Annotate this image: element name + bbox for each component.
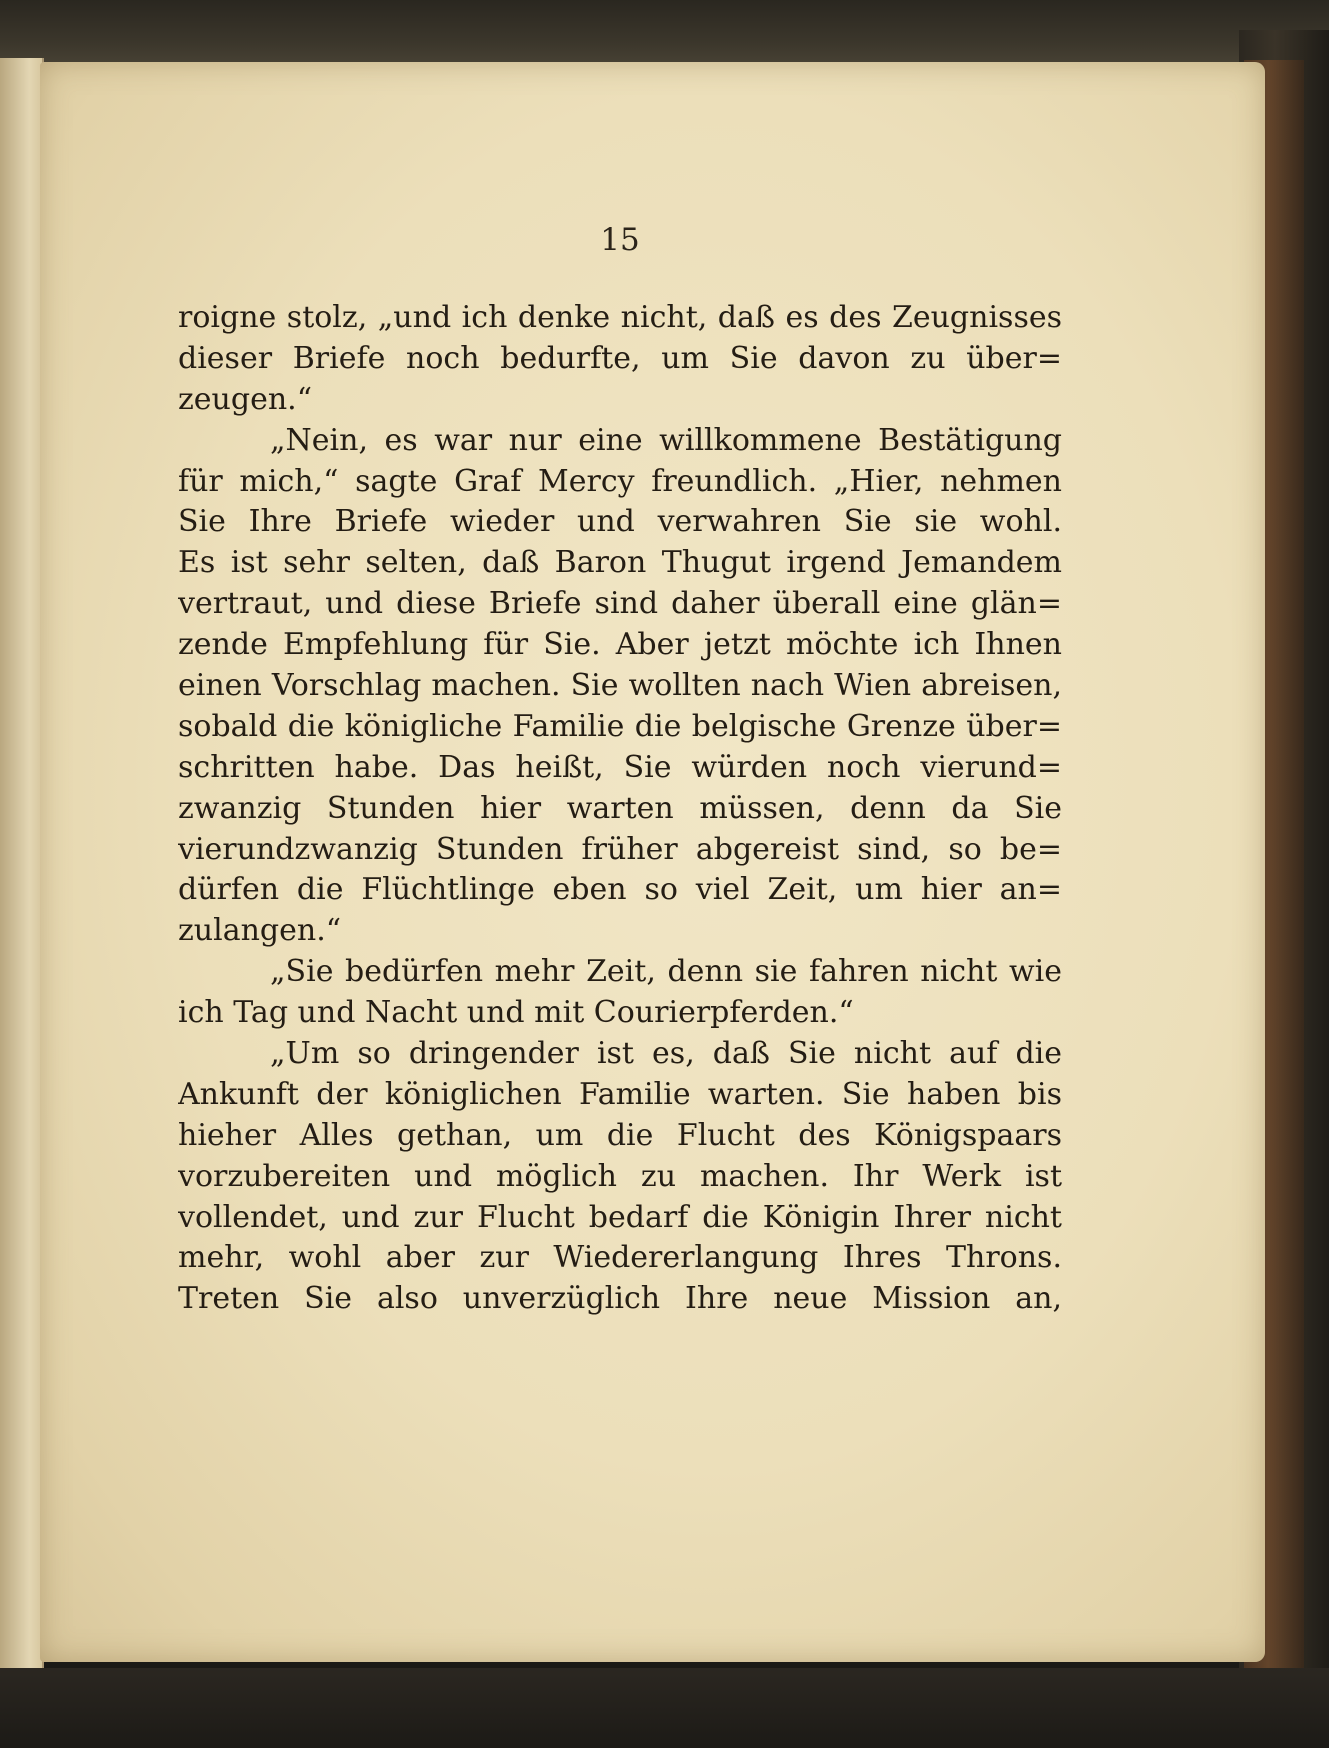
text-line: dürfen die Flüchtlinge eben so viel Zeit, um hier an= — [178, 872, 1062, 908]
text-line: Es ist sehr selten, daß Baron Thugut irgend Jemandem — [178, 545, 1062, 581]
text-line: vollendet, und zur Flucht bedarf die Königin Ihrer nicht — [178, 1199, 1062, 1235]
text-line: Treten Sie also unverzüglich Ihre neue Mission an, — [178, 1281, 1062, 1317]
previous-page-edge — [0, 58, 44, 1668]
body-text — [178, 298, 1062, 1320]
text-line: sobald die königliche Familie die belgische Grenze über= — [178, 708, 1062, 744]
book-cover-top — [0, 0, 1329, 70]
text-line: Ankunft der königlichen Familie warten. Sie haben bis — [178, 1076, 1062, 1112]
text-line: vierundzwanzig Stunden früher abgereist sind, so be= — [178, 831, 1062, 867]
text-line: für mich,“ sagte Graf Mercy freundlich. „Hier, nehmen — [178, 463, 1062, 499]
text-line: „Um so dringender ist es, daß Sie nicht auf die — [270, 1036, 1062, 1072]
text-line: vertraut, und diese Briefe sind daher überall eine glän= — [178, 586, 1062, 622]
text-line: Sie Ihre Briefe wieder und verwahren Sie sie wohl. — [178, 504, 1062, 540]
text-line: zulangen.“ — [178, 913, 342, 949]
text-line: „Nein, es war nur eine willkommene Bestätigung — [270, 422, 1062, 458]
text-line: hieher Alles gethan, um die Flucht des Königspaars — [178, 1117, 1062, 1153]
text-line: zwanzig Stunden hier warten müssen, denn da Sie — [178, 790, 1062, 826]
text-line: vorzubereiten und möglich zu machen. Ihr Werk ist — [178, 1158, 1062, 1194]
text-line: mehr, wohl aber zur Wiedererlangung Ihres Throns. — [178, 1240, 1062, 1276]
page-number: 15 — [600, 222, 640, 258]
text-line: schritten habe. Das heißt, Sie würden noch vierund= — [178, 749, 1062, 785]
text-line: „Sie bedürfen mehr Zeit, denn sie fahren nicht wie — [270, 954, 1062, 990]
text-line: roigne stolz, „und ich denke nicht, daß es des Zeugnisses — [178, 300, 1062, 335]
text-line: ich Tag und Nacht und mit Courierpferden.“ — [178, 995, 854, 1031]
text-line: einen Vorschlag machen. Sie wollten nach Wien abreisen, — [178, 668, 1062, 704]
text-line: dieser Briefe noch bedurfte, um Sie davon zu über= — [178, 340, 1062, 376]
text-line: zeugen.“ — [178, 381, 313, 417]
book-cover-bottom — [0, 1668, 1329, 1748]
text-line: zende Empfehlung für Sie. Aber jetzt möchte ich Ihnen — [178, 627, 1062, 663]
